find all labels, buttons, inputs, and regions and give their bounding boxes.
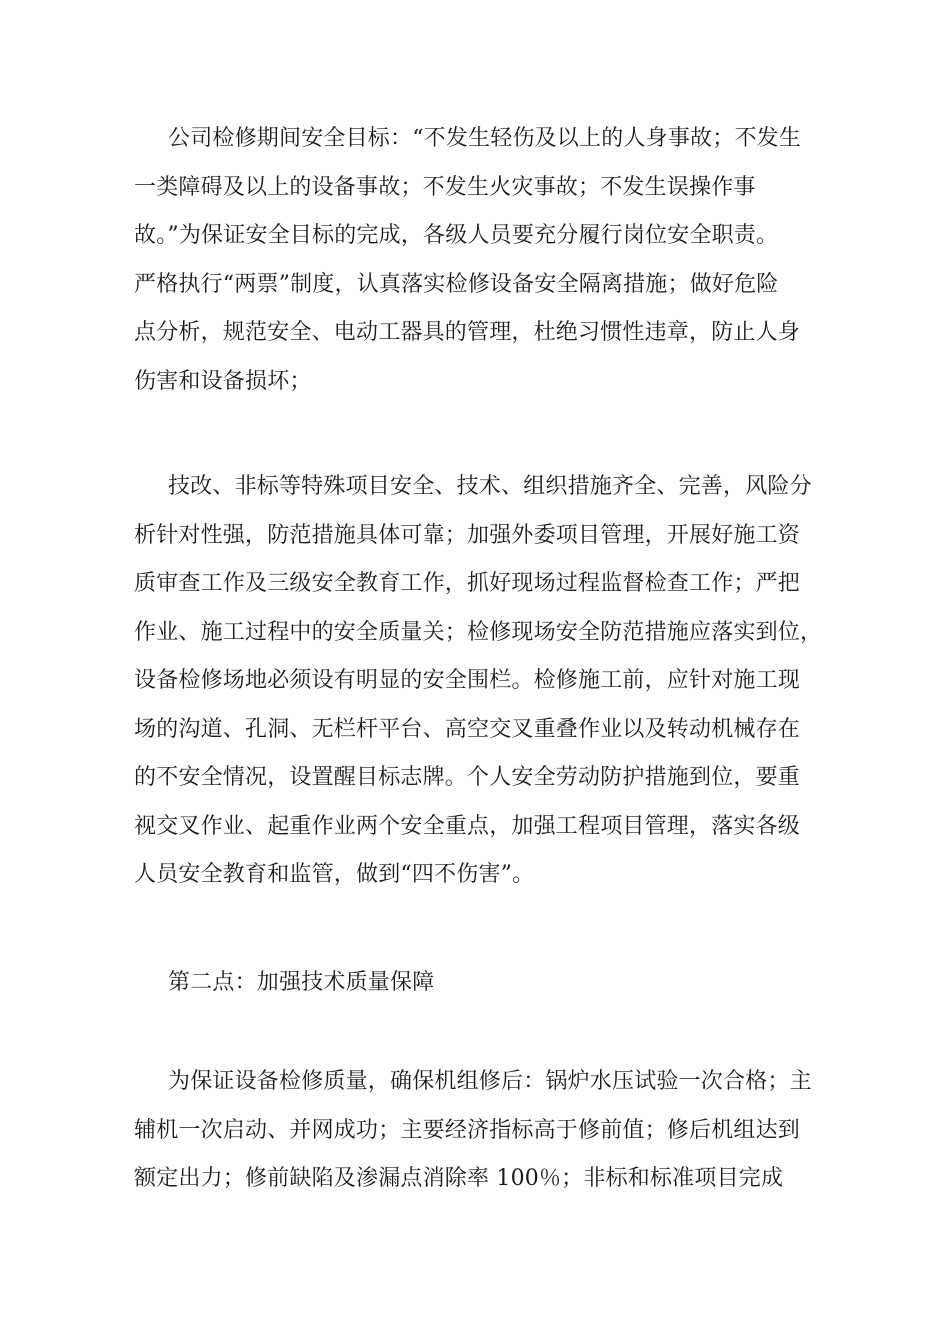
- paragraph-line: 伤害和设备损坏；: [134, 368, 312, 394]
- paragraph-line: 一类障碍及以上的设备事故；不发生火灾事故；不发生误操作事: [134, 174, 756, 200]
- paragraph-line: 点分析，规范安全、电动工器具的管理，杜绝习惯性违章，防止人身: [134, 320, 801, 345]
- paragraph-special-projects: [134, 463, 834, 900]
- section-heading-point-two: [134, 959, 834, 1008]
- paragraph-line: 设备检修场地必须设有明显的安全围栏。检修施工前，应针对施工现: [134, 668, 801, 693]
- paragraph-line: 作业、施工过程中的安全质量关；检修现场安全防范措施应落实到位，: [134, 619, 823, 645]
- paragraph-line: 人员安全教育和监管，做到“四不伤害”。: [134, 862, 535, 887]
- paragraph-line: 视交叉作业、起重作业两个安全重点，加强工程项目管理，落实各级: [134, 813, 801, 839]
- paragraph-line: 为保证设备检修质量，确保机组修后：锅炉水压试验一次合格；主: [168, 1069, 812, 1094]
- paragraph-line: 严格执行“两票”制度，认真落实检修设备安全隔离措施；做好危险: [134, 271, 779, 297]
- paragraph-line: 质审查工作及三级安全教育工作，抓好现场过程监督检查工作；严把: [134, 571, 801, 596]
- paragraph-line: 辅机一次启动、并网成功；主要经济指标高于修前值；修后机组达到: [134, 1117, 801, 1143]
- paragraph-line: 额定出力；修前缺陷及渗漏点消除率 100％；非标和标准项目完成: [134, 1166, 784, 1191]
- paragraph-safety-goals: [134, 115, 834, 406]
- paragraph-line: 技改、非标等特殊项目安全、技术、组织措施齐全、完善，风险分: [168, 474, 812, 499]
- paragraph-line: 析针对性强，防范措施具体可靠；加强外委项目管理，开展好施工资: [134, 522, 801, 548]
- paragraph-quality-assurance: [134, 1058, 834, 1204]
- paragraph-line: 故。”为保证安全目标的完成，各级人员要充分履行岗位安全职责。: [134, 223, 779, 248]
- paragraph-line: 场的沟道、孔洞、无栏杆平台、高空交叉重叠作业以及转动机械存在: [134, 716, 801, 742]
- heading-line: 第二点：加强技术质量保障: [168, 970, 435, 995]
- paragraph-line: 的不安全情况，设置醒目标志牌。个人安全劳动防护措施到位，要重: [134, 765, 801, 790]
- paragraph-line: 公司检修期间安全目标：“不发生轻伤及以上的人身事故；不发生: [168, 126, 802, 151]
